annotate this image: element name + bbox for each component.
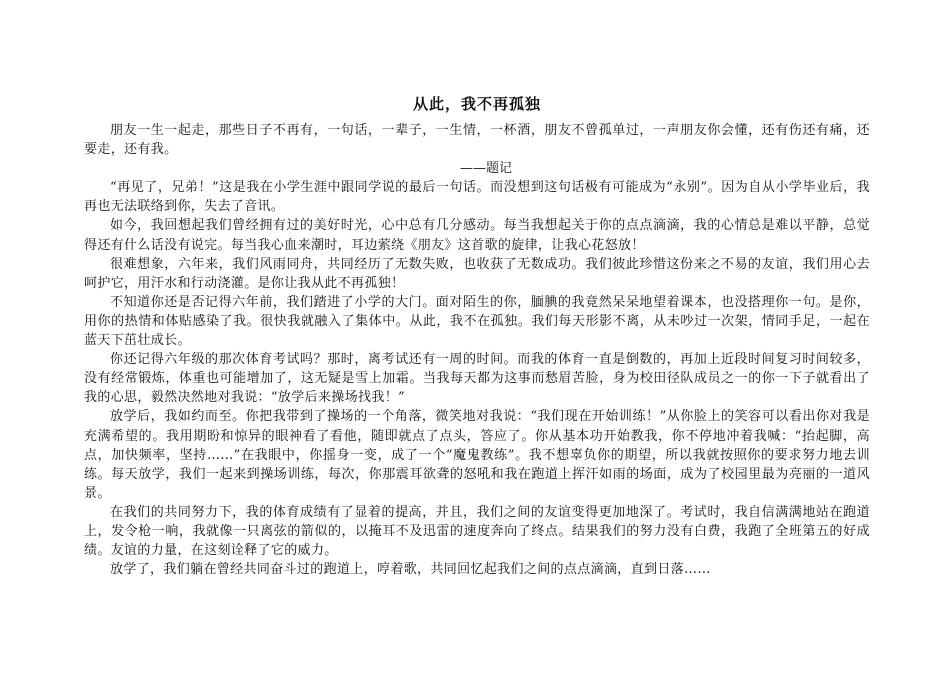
- paragraph: “再见了，兄弟！”这是我在小学生涯中跟同学说的最后一句话。而没想到这句话极有可能成为“永别”。因为自从小学毕业后，我再也无法联络到你，失去了音讯。: [84, 180, 870, 215]
- paragraph: 很难想象，六年来，我们风雨同舟，共同经历了无数失败，也收获了无数成功。我们彼此珍惜这份来之不易的友谊，我们用心去呵护它，用汗水和行动浇灌。是你让我从此不再孤独！: [84, 256, 870, 291]
- paragraph: 放学了，我们躺在曾经共同奋斗过的跑道上，哼着歌，共同回忆起我们之间的点点滴滴，直到日落……: [110, 562, 711, 578]
- paragraph: 如今，我回想起我们曾经拥有过的美好时光，心中总有几分感动。每当我想起关于你的点点滴滴，我的心情总是难以平静，总觉得还有什么话没有说完。每当我心血来潮时，耳边萦绕《朋友》这首歌的旋律，让我心花怒放！: [84, 218, 870, 253]
- paragraph: 你还记得六年级的那次体育考试吗？那时，离考试还有一周的时间。而我的体育一直是倒数的，再加上近段时间复习时间较多，没有经常锻炼，体重也可能增加了，这无疑是雪上加霜。当我每天都为这事而愁眉苦脸，身为校田径队成员之一的你一下子就看出了我的心思，毅然决然地对我说：“放学后来操场找我！”: [84, 352, 870, 406]
- paragraph: 在我们的共同努力下，我的体育成绩有了显着的提高，并且，我们之间的友谊变得更加地深了。考试时，我自信满满地站在跑道上，发令枪一响，我就像一只离弦的箭似的，以掩耳不及迅雷的速度奔向了终点。结果我们的努力没有白费，我跑了全班第五的好成绩。友谊的力量，在这刻诠释了它的威力。: [84, 504, 870, 559]
- essay-body: [84, 121, 870, 579]
- paragraph-epigraph: 朋友一生一起走，那些日子不再有，一句话，一辈子，一生情，一杯酒，朋友不曾孤单过，一声朋友你会懂，还有伤还有痛，还要走，还有我。: [84, 123, 870, 158]
- epigraph-inscription: ——题记: [460, 161, 513, 177]
- essay-title: 从此，我不再孤独: [412, 95, 541, 113]
- document-page: [84, 0, 870, 579]
- paragraph: 放学后，我如约而至。你把我带到了操场的一个角落，微笑地对我说：“我们现在开始训练！”从你脸上的笑容可以看出你对我是充满希望的。我用期盼和惊异的眼神看了看他，随即就点了点头，答应了。你从基本功开始教我，你不停地冲着我喊：“抬起脚，高点，加快频率，坚持……”在我眼中，你摇身一变，成了一个“魔鬼教练”。我不想辜负你的期望，所以我就按照你的要求努力地去训练。每天放学，我们一起来到操场训练，每次，你那震耳欲聋的怒吼和我在跑道上挥汗如雨的场面，成为了校园里最为亮丽的一道风景。: [84, 409, 870, 501]
- paragraph: 不知道你还是否记得六年前，我们踏进了小学的大门。面对陌生的你，腼腆的我竟然呆呆地望着课本，也没搭理你一句。是你，用你的热情和体贴感染了我。很快我就融入了集体中。从此，我不在孤独。我们每天形影不离，从未吵过一次架，情同手足，一起在蓝天下茁壮成长。: [84, 294, 870, 349]
